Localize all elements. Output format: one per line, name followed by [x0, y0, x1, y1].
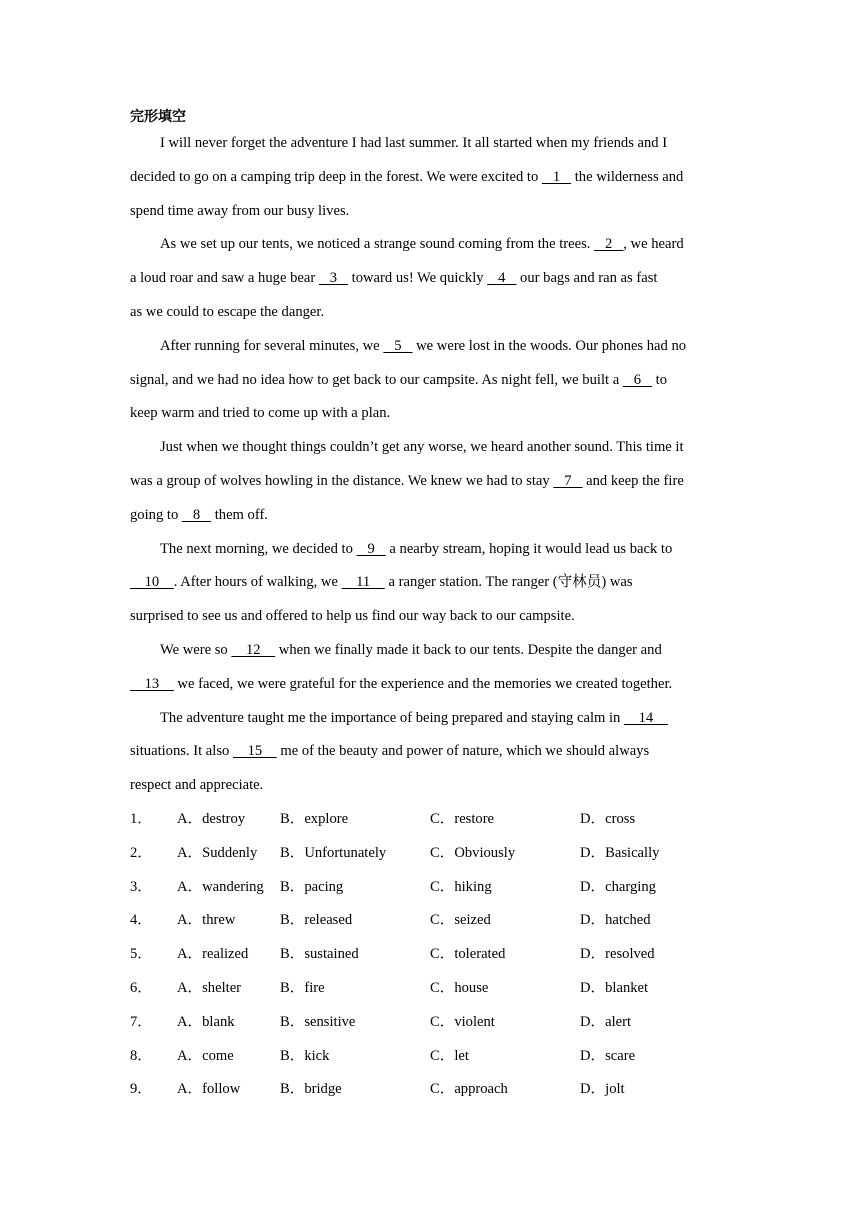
option-b: B．pacing: [280, 878, 344, 895]
passage-text: the wilderness and: [571, 168, 684, 185]
question-number: 4．: [130, 912, 152, 929]
passage-text: As we set up our tents, we noticed a strange sound coming from the trees.: [160, 236, 595, 253]
answer-blank: 4: [487, 270, 517, 287]
passage-line: [130, 668, 733, 702]
option-c: C．restore: [430, 811, 495, 827]
passage-line: [130, 161, 733, 195]
question-row: [130, 1006, 730, 1040]
answer-blank: 6: [622, 371, 653, 388]
passage-line: [130, 127, 733, 161]
passage-text: . After hours of walking, we: [173, 574, 342, 591]
answer-blank: 7: [553, 472, 583, 489]
question-number: 8．: [130, 1047, 152, 1064]
section-heading: 完形填空: [130, 109, 186, 125]
passage-text: toward us! We quickly: [348, 270, 488, 287]
passage-text: The adventure taught me the importance of being prepared and staying calm in: [160, 709, 624, 726]
passage-text: After running for several minutes, we: [160, 337, 384, 354]
passage-text: to: [652, 371, 668, 388]
passage-line: [130, 228, 733, 262]
passage-text: a nearby stream, hoping it would lead us back to: [385, 540, 673, 557]
question-row: [130, 972, 730, 1006]
passage-text: The next morning, we decided to: [160, 540, 357, 557]
option-c: C．tolerated: [430, 946, 506, 963]
passage-line: [130, 330, 733, 364]
option-d: D．Basically: [580, 844, 660, 861]
question-number: 9．: [130, 1081, 152, 1098]
answer-blank: 1: [541, 168, 572, 185]
passage-text: I will never forget the adventure I had last summer. It all started when my friends and I: [160, 135, 668, 151]
option-a: A．shelter: [177, 979, 242, 996]
option-d: D．scare: [580, 1047, 636, 1064]
passage-text: a ranger station. The ranger (守林员) was: [384, 574, 633, 591]
option-d: D．hatched: [580, 912, 651, 929]
passage-line: [130, 364, 733, 398]
passage-line: [130, 195, 733, 229]
answer-blank: 9: [356, 540, 386, 557]
passage-text: signal, and we had no idea how to get back to our campsite. As night fell, we built a: [130, 371, 623, 388]
passage-text: surprised to see us and offered to help us find our way back to our campsite.: [130, 608, 575, 625]
option-b: B．sustained: [280, 946, 359, 963]
option-b: B．fire: [280, 979, 325, 996]
passage-text: and keep the fire: [582, 472, 684, 489]
option-a: A．Suddenly: [177, 844, 258, 861]
question-row: [130, 871, 730, 905]
passage-text: situations. It also: [130, 743, 233, 760]
passage-line: [130, 499, 733, 533]
question-row: [130, 904, 730, 938]
question-row: [130, 1073, 730, 1107]
passage-text: as we could to escape the danger.: [130, 303, 325, 320]
question-number: 2．: [130, 844, 152, 861]
option-b: B．sensitive: [280, 1013, 356, 1030]
passage-text: them off.: [211, 506, 268, 523]
question-number: 3．: [130, 878, 152, 895]
passage-line: [130, 600, 733, 634]
answer-blank: 14: [624, 709, 668, 726]
option-b: B．Unfortunately: [280, 844, 387, 861]
passage-line: [130, 533, 733, 567]
cloze-passage: [130, 127, 733, 803]
option-d: D．resolved: [580, 946, 655, 963]
passage-line: [130, 431, 733, 465]
option-c: C．violent: [430, 1013, 495, 1030]
option-a: A．realized: [177, 946, 249, 963]
option-a: A．come: [177, 1047, 234, 1064]
question-row: [130, 803, 730, 837]
passage-text: going to: [130, 506, 182, 523]
passage-line: [130, 465, 733, 499]
option-a: A．threw: [177, 912, 236, 929]
passage-text: , we heard: [623, 236, 684, 253]
option-c: C．hiking: [430, 878, 492, 895]
answer-blank: 11: [341, 574, 385, 591]
question-number: 5．: [130, 946, 152, 963]
option-d: D．alert: [580, 1013, 632, 1030]
question-row: [130, 837, 730, 871]
option-b: B．explore: [280, 811, 349, 827]
option-c: C．house: [430, 979, 489, 996]
answer-blank: 15: [232, 743, 277, 760]
answer-blank: 12: [231, 641, 276, 658]
question-row: [130, 938, 730, 972]
passage-text: respect and appreciate.: [130, 777, 264, 794]
passage-line: [130, 397, 733, 431]
passage-line: [130, 634, 733, 668]
passage-text: We were so: [160, 641, 232, 658]
answer-blank: 10: [130, 574, 174, 591]
option-c: C．approach: [430, 1081, 508, 1098]
passage-line: [130, 566, 733, 600]
passage-text: spend time away from our busy lives.: [130, 202, 350, 219]
option-d: D．cross: [580, 811, 636, 827]
option-a: A．wandering: [177, 878, 264, 895]
passage-line: [130, 735, 733, 769]
option-c: C．let: [430, 1047, 469, 1064]
passage-text: when we finally made it back to our tents. Despite the danger and: [275, 641, 662, 658]
passage-text: keep warm and tried to come up with a plan.: [130, 405, 391, 422]
option-b: B．kick: [280, 1047, 330, 1064]
passage-line: [130, 296, 733, 330]
option-d: D．jolt: [580, 1081, 625, 1098]
answer-blank: 5: [383, 337, 413, 354]
answer-blank: 13: [130, 675, 174, 692]
answer-options: [130, 803, 730, 1107]
passage-text: our bags and ran as fast: [516, 270, 658, 287]
option-a: A．destroy: [177, 811, 246, 827]
option-d: D．blanket: [580, 979, 649, 996]
passage-text: decided to go on a camping trip deep in the forest. We were excited to: [130, 168, 542, 185]
passage-text: we faced, we were grateful for the experience and the memories we created together.: [173, 675, 673, 692]
passage-text: we were lost in the woods. Our phones had no: [412, 337, 687, 354]
passage-text: me of the beauty and power of nature, which we should always: [276, 743, 650, 760]
passage-text: a loud roar and saw a huge bear: [130, 270, 319, 287]
answer-blank: 8: [181, 506, 212, 523]
option-c: C．seized: [430, 912, 491, 929]
answer-blank: 2: [594, 236, 624, 253]
question-number: 7．: [130, 1013, 152, 1030]
passage-line: [130, 702, 733, 736]
option-a: A．blank: [177, 1013, 235, 1030]
passage-text: was a group of wolves howling in the distance. We knew we had to stay: [130, 472, 554, 489]
question-row: [130, 1040, 730, 1074]
option-b: B．bridge: [280, 1081, 342, 1098]
option-c: C．Obviously: [430, 844, 516, 861]
passage-line: [130, 262, 733, 296]
option-a: A．follow: [177, 1081, 241, 1098]
option-b: B．released: [280, 912, 353, 929]
passage-line: [130, 769, 733, 803]
passage-text: Just when we thought things couldn’t get any worse, we heard another sound. This time it: [160, 439, 684, 456]
question-number: 6．: [130, 979, 152, 996]
option-d: D．charging: [580, 878, 656, 895]
question-number: 1．: [130, 811, 152, 827]
answer-blank: 3: [318, 270, 349, 287]
